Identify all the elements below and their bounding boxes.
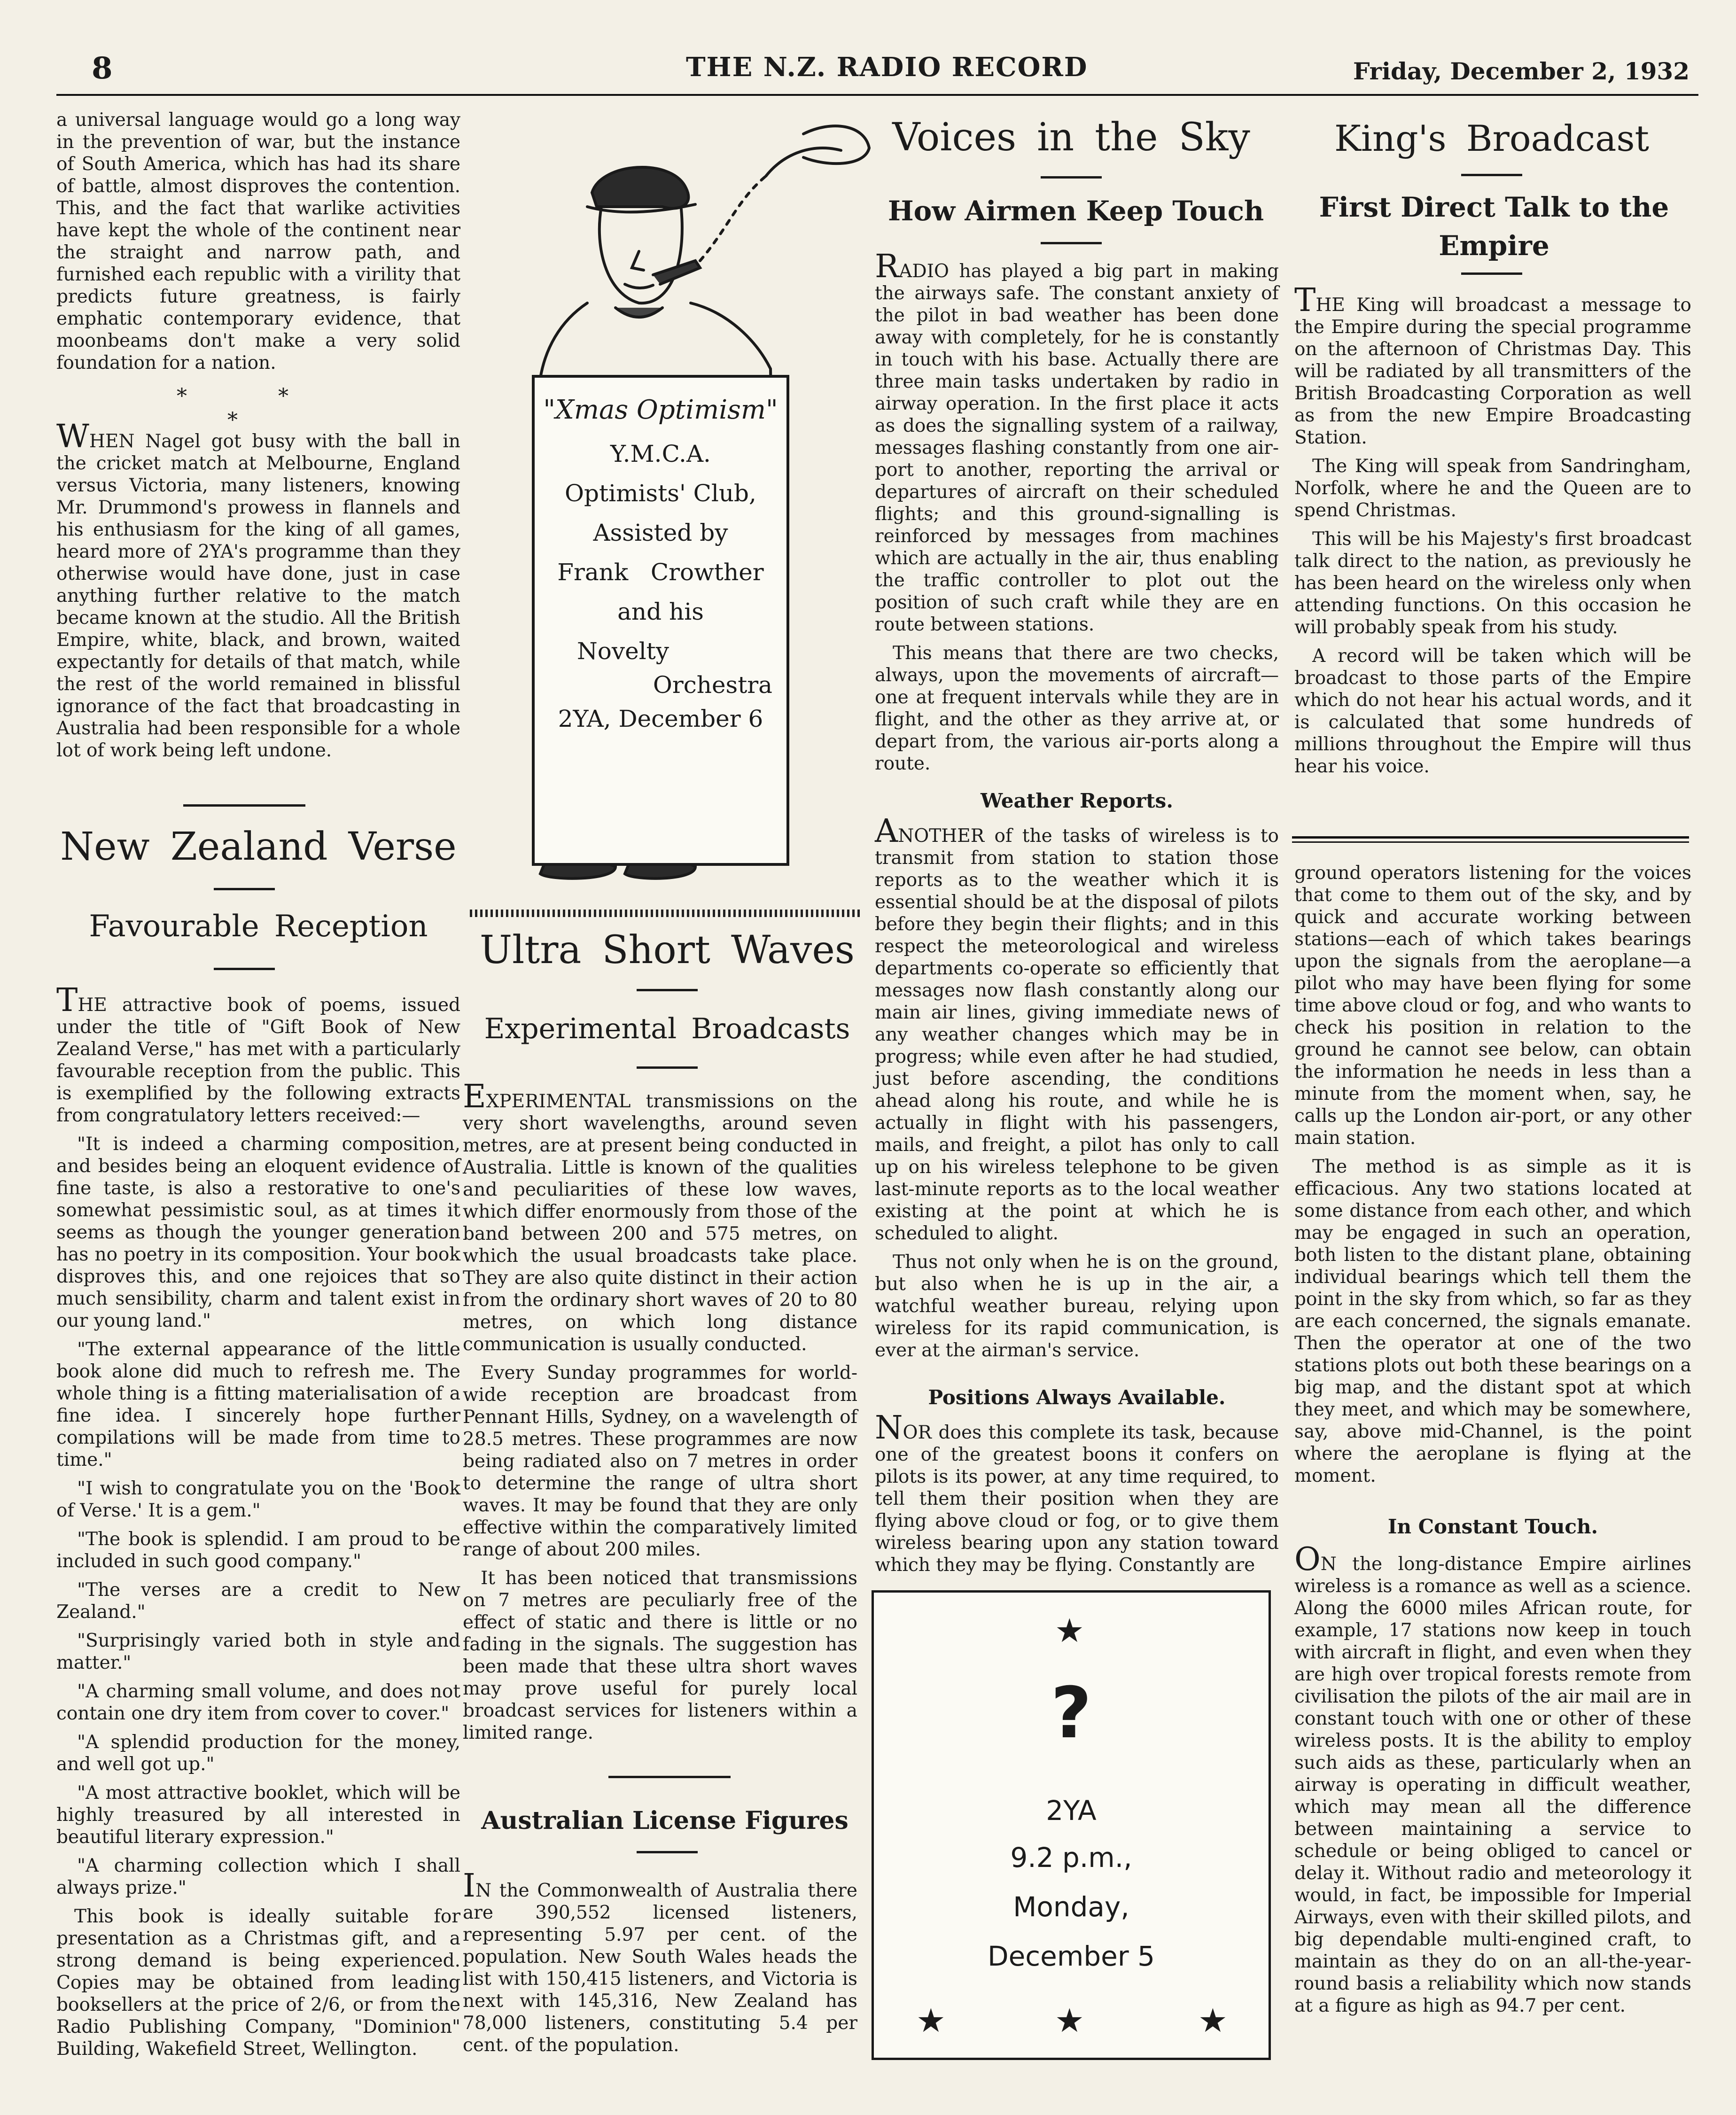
quote-paragraph: "A charming collection which I shall always prize."	[56, 1855, 460, 1898]
drop-cap: R	[875, 248, 899, 285]
divider	[637, 989, 698, 991]
sign-novelty: Novelty	[577, 638, 669, 665]
quote-paragraph: "A charming small volume, and does not contain one dry item from cover to cover."	[56, 1681, 460, 1724]
divider	[608, 1776, 731, 1778]
drop-cap: A	[875, 813, 898, 850]
touch-subhead: In Constant Touch.	[1387, 1515, 1598, 1538]
nzverse-article	[56, 982, 460, 2067]
king-paragraph: HE King will broadcast a message to the Empire during the special programme on the afternoon of Christmas Day. This will be radiated by all transmitters of the British Broadcasting Corporation as well as from the new Empire Broadcasting Station.	[1294, 295, 1691, 448]
ultra-title: Ultra Short Waves	[480, 928, 855, 972]
ultra-subtitle: Experimental Broadcasts	[484, 1012, 850, 1045]
divider	[214, 888, 275, 890]
divider	[637, 1066, 698, 1069]
voices-subtitle: How Airmen Keep Touch	[887, 195, 1264, 227]
sign-club: Optimists' Club,	[565, 480, 756, 507]
divider	[1461, 174, 1522, 176]
voices-paragraph: Thus not only when he is on the ground, but also when he is up in the air, a watchful weather bureau, relying upon wireless for its rapid communication, is ever at the airman's service.	[875, 1252, 1279, 1361]
king-subtitle: First Direct Talk to the Empire	[1319, 191, 1669, 262]
star-icon: ★	[916, 2001, 946, 2040]
quote-paragraph: "The book is splendid. I am proud to be included in such good company."	[56, 1529, 460, 1572]
quote-paragraph: "The external appearance of the little book alone did much to refresh me. The whole thing is a fitting materialisation of a fine idea. I sincerely hope further compilations will be made from time to time."	[56, 1339, 460, 1470]
aus-paragraph: N the Commonwealth of Australia there are 390,552 licensed listeners, representing 5.97 per cent. of the population. New South Wales heads the list with 150,415 listeners, and Victoria is next with 145,316, New Zealand has 78,000 listeners, constituting 5.4 per cent. of the population.	[463, 1880, 857, 2056]
nzverse-subtitle: Favourable Reception	[89, 909, 428, 944]
star-icon: ★	[1055, 2001, 1084, 2040]
voices-paragraph: ADIO has played a big part in making the airways safe. The constant anxiety of the pilot in bad weather has been done away with completely, for he is constantly in touch with his base. Actually there are three main tasks undertaken by radio in airway operation. In the first place it acts as does the signalling system of a railway, messages flashing constantly from one air-port to another, reporting the arrival or departures of aircraft on their scheduled flights; and this ground-signalling is reinforced by messages from machines which are actually in the air, thus enabling the traffic controller to plot out the position of such craft while they are en route between stations.	[875, 261, 1279, 635]
hatched-divider	[470, 910, 860, 917]
star-icon: ★	[1198, 2001, 1228, 2040]
divider	[1041, 242, 1102, 244]
voices-article-positions	[875, 1409, 1279, 1583]
drop-cap: T	[56, 982, 78, 1019]
ultra-paragraph: XPERIMENTAL transmissions on the very short wavelengths, around seven metres, are at present being conducted in Australia. Little is known of the qualities and peculiarities of these low waves, which differ enormously from those of the band between 200 and 575 metres, on which the usual broadcasts take place. They are also quite distinct in their action from the ordinary short waves of 20 to 80 metres, on which long distance communication is usually conducted.	[463, 1091, 857, 1355]
divider	[1041, 176, 1102, 179]
nzverse-closing: This book is ideally suitable for presentation as a Christmas gift, and a strong demand is being experienced. Copies may be obtained from leading booksellers at the price of 2/6, or from the Radio Publishing Company, "Dominion" Building, Wakefield Street, Wellington.	[56, 1906, 460, 2060]
issue-date: Friday, December 2, 1932	[1353, 57, 1690, 85]
masthead-rule	[56, 94, 1698, 96]
drop-cap: W	[56, 418, 89, 455]
voices-article-weather	[875, 813, 1279, 1368]
king-paragraph: This will be his Majesty's first broadcast talk direct to the nation, as previously he has been heard on the wireless only when attending functions. On this occasion he will probably speak from his study.	[1294, 529, 1691, 638]
sign-name: Frank Crowther	[557, 559, 764, 586]
sign-assisted: Assisted by	[593, 519, 728, 546]
drop-cap: E	[463, 1078, 486, 1115]
quote-paragraph: "A splendid production for the money, and well got up."	[56, 1732, 460, 1775]
section-separator: * * *	[177, 384, 331, 432]
voices-paragraph: This means that there are two checks, always, upon the movements of aircraft—one at frequent intervals while they are in flight, and the other as they arrive at, or depart from, the various air-ports along a route.	[875, 643, 1279, 774]
aus-article	[463, 1867, 857, 2063]
drop-cap: N	[875, 1409, 903, 1446]
voices-paragraph: The method is as simple as it is efficacious. Any two stations located at some distance from each other, and which may be engaged in such an operation, both listen to the distant plane, obtaining individual bearings which tell them the point in the sky from which, so far as they are each concerned, the signals emanate. Then the operator at one of the two stations plots out both these bearings on a big map, and the distant spot at which they meet, and which may be somewhere, say, above mid-Channel, is the point where the aeroplane is flying at the moment.	[1294, 1156, 1691, 1486]
quote-paragraph: "Surprisingly varied both in style and matter."	[56, 1630, 460, 1673]
voices-article-touch	[1294, 1541, 1691, 2023]
king-paragraph: A record will be taken which will be broadcast to those parts of the Empire which do not hear his actual words, and it is calculated that some hundreds of millions throughout the Empire will thus hear his voice.	[1294, 645, 1691, 777]
intro-paragraph: a universal language would go a long way in the prevention of war, but the instance of South America, which has had its share of battle, almost disproves the contention. This, and the fact that warlike activities have kept the whole of the continent near the straight and narrow path, and furnished each republic with a virility that predicts future greatness, is fairly emphatic contemporary evidence, that moonbeams don't make a very solid foundation for a nation.	[56, 109, 460, 373]
nagel-paragraph: HEN Nagel got busy with the ball in the cricket match at Melbourne, England versus Victoria, many listeners, knowing Mr. Drummond's prowess in flannels and his enthusiasm for the king of all games, heard more of 2YA's programme than they otherwise would have done, just in case anything further relative to the match became known at the studio. All the British Empire, white, black, and brown, waited expectantly for details of that match, while the rest of the world remained in blissful ignorance of the fact that broadcasting in Australia had been responsible for a whole lot of work being left undone.	[56, 431, 460, 761]
drop-cap: I	[463, 1867, 475, 1905]
column-1-intro	[56, 109, 460, 381]
voices-paragraph: ground operators listening for the voices that come to them out of the sky, and by quick and accurate working between stations—each of which takes bearings upon the signals from the aeroplane—a pilot who may have been flying for some time above cloud or fog, and who wants to check his position in relation to the ground he cannot see below, can obtain the information he needs in less than a minute from the moment when, say, he calls up the London air-port, or any other main station.	[1294, 863, 1691, 1149]
nzverse-title: New Zealand Verse	[60, 824, 457, 869]
drop-cap: O	[1294, 1541, 1321, 1578]
voices-paragraph: NOTHER of the tasks of wireless is to transmit from station to station those reports as to the weather which it is essential should be at the disposal of pilots before they begin their flights; and in this respect the meteorological and wireless departments co-operate so efficiently that messages now flash constantly along our main air lines, giving immediate news of any weather changes which may be in progress; while even after he had studied, just before ascending, the conditions ahead along his route, and while he is actually in flight with his passengers, mails, and freight, a pilot has only to call up on his wireless telephone to be given last-minute reports as to the local weather existing at the point at which he is scheduled to alight.	[875, 825, 1279, 1244]
quote-paragraph: "The verses are a credit to New Zealand."	[56, 1579, 460, 1623]
king-title: King's Broadcast	[1334, 117, 1650, 159]
divider	[183, 804, 305, 807]
voices-paragraph: OR does this complete its task, because one of the greatest boons it confers on pilots is its power, at any time required, to tell them their position when they are flying above cloud or fog, or to give them wireless bearing upon any station toward which they may be flying. Constantly are	[875, 1422, 1279, 1576]
sign-title: "Xmas Optimism"	[543, 395, 778, 425]
box-day: Monday,	[1013, 1891, 1129, 1923]
box-time: 9.2 p.m.,	[1010, 1842, 1132, 1874]
weather-subhead: Weather Reports.	[981, 789, 1173, 812]
drop-cap: T	[1294, 282, 1316, 319]
quote-paragraph: "It is indeed a charming composition, and besides being an eloquent evidence of fine taste, is also a restorative to one's somewhat pessimistic soul, as at times it seems as though the younger generation has no poetry in its composition. Your book disproves this, and one rejoices that so much sensibility, charm and talent exist in our young land."	[56, 1134, 460, 1331]
king-paragraph: The King will speak from Sandringham, Norfolk, where he and the Queen are to spend Christmas.	[1294, 456, 1691, 521]
xmas-optimism-sign	[532, 375, 789, 866]
question-mark: ?	[1051, 1672, 1092, 1754]
voices-article-continued	[1294, 862, 1691, 1493]
box-station: 2YA	[1046, 1795, 1097, 1827]
quote-paragraph: "I wish to congratulate you on the 'Book of Verse.' It is a gem."	[56, 1478, 460, 1521]
nzverse-intro: HE attractive book of poems, issued under the title of "Gift Book of New Zealand Verse," has met with a particularly favourable reception from the public. This is exemplified by the following extracts from congratulatory letters received:—	[56, 995, 460, 1126]
king-article	[1294, 282, 1691, 784]
divider	[637, 1851, 698, 1853]
voices-title: Voices in the Sky	[892, 115, 1250, 160]
star-icon: ★	[1055, 1611, 1084, 1650]
double-rule	[1292, 836, 1689, 843]
quote-paragraph: "A most attractive booklet, which will be highly treasured by all interested in beautiful literary expression."	[56, 1782, 460, 1848]
sign-and-his: and his	[617, 598, 704, 625]
ultra-article	[463, 1078, 857, 1750]
positions-subhead: Positions Always Available.	[928, 1386, 1226, 1409]
ultra-paragraph: It has been noticed that transmissions on 7 metres are peculiarly free of the effect of static and there is little or no fading in the signals. The suggestion has been made that these ultra short waves may prove useful for purely local broadcast services for listeners within a limited range.	[463, 1568, 857, 1743]
sign-orchestra: Orchestra	[653, 671, 772, 699]
aus-title: Australian License Figures	[481, 1806, 849, 1835]
sign-date: 2YA, December 6	[558, 705, 763, 732]
voices-article-top	[875, 248, 1279, 781]
voices-paragraph: N the long-distance Empire airlines wireless is a romance as well as a science. Along the 6000 miles African route, for example, 17 stations now keep in touch with aircraft in flight, and even when they are high over tropical forests remote from civilisation the pilots of the air mail are in constant touch with one or other of these wireless posts. It is the ability to employ such aids as these, particularly when an airway is operating in difficult weather, which may mean all the difference between maintaining a service to schedule or being obliged to cancel or delay it. Without radio and meteorology it would, in fact, be impossible for Imperial Airways, even with their skilled pilots, and big dependable multi-engined craft, to maintain as they do on an all-the-year-round basis a reliability which now stands at a figure as high as 94.7 per cent.	[1294, 1554, 1691, 2016]
page-number: 8	[92, 51, 113, 86]
2ya-notice-box	[872, 1590, 1271, 2060]
nagel-article	[56, 418, 460, 768]
box-date: December 5	[987, 1940, 1155, 1972]
divider	[1461, 272, 1522, 275]
sign-org: Y.M.C.A.	[610, 440, 711, 467]
publication-title: THE N.Z. RADIO RECORD	[686, 52, 1088, 83]
ultra-paragraph: Every Sunday programmes for world-wide reception are broadcast from Pennant Hills, Sydney, on a wavelength of 28.5 metres. These programmes are now being radiated also on 7 metres in order to determine the range of ultra short waves. It may be found that they are only effective within the comparatively limited range of about 200 miles.	[463, 1362, 857, 1560]
divider	[214, 968, 275, 970]
